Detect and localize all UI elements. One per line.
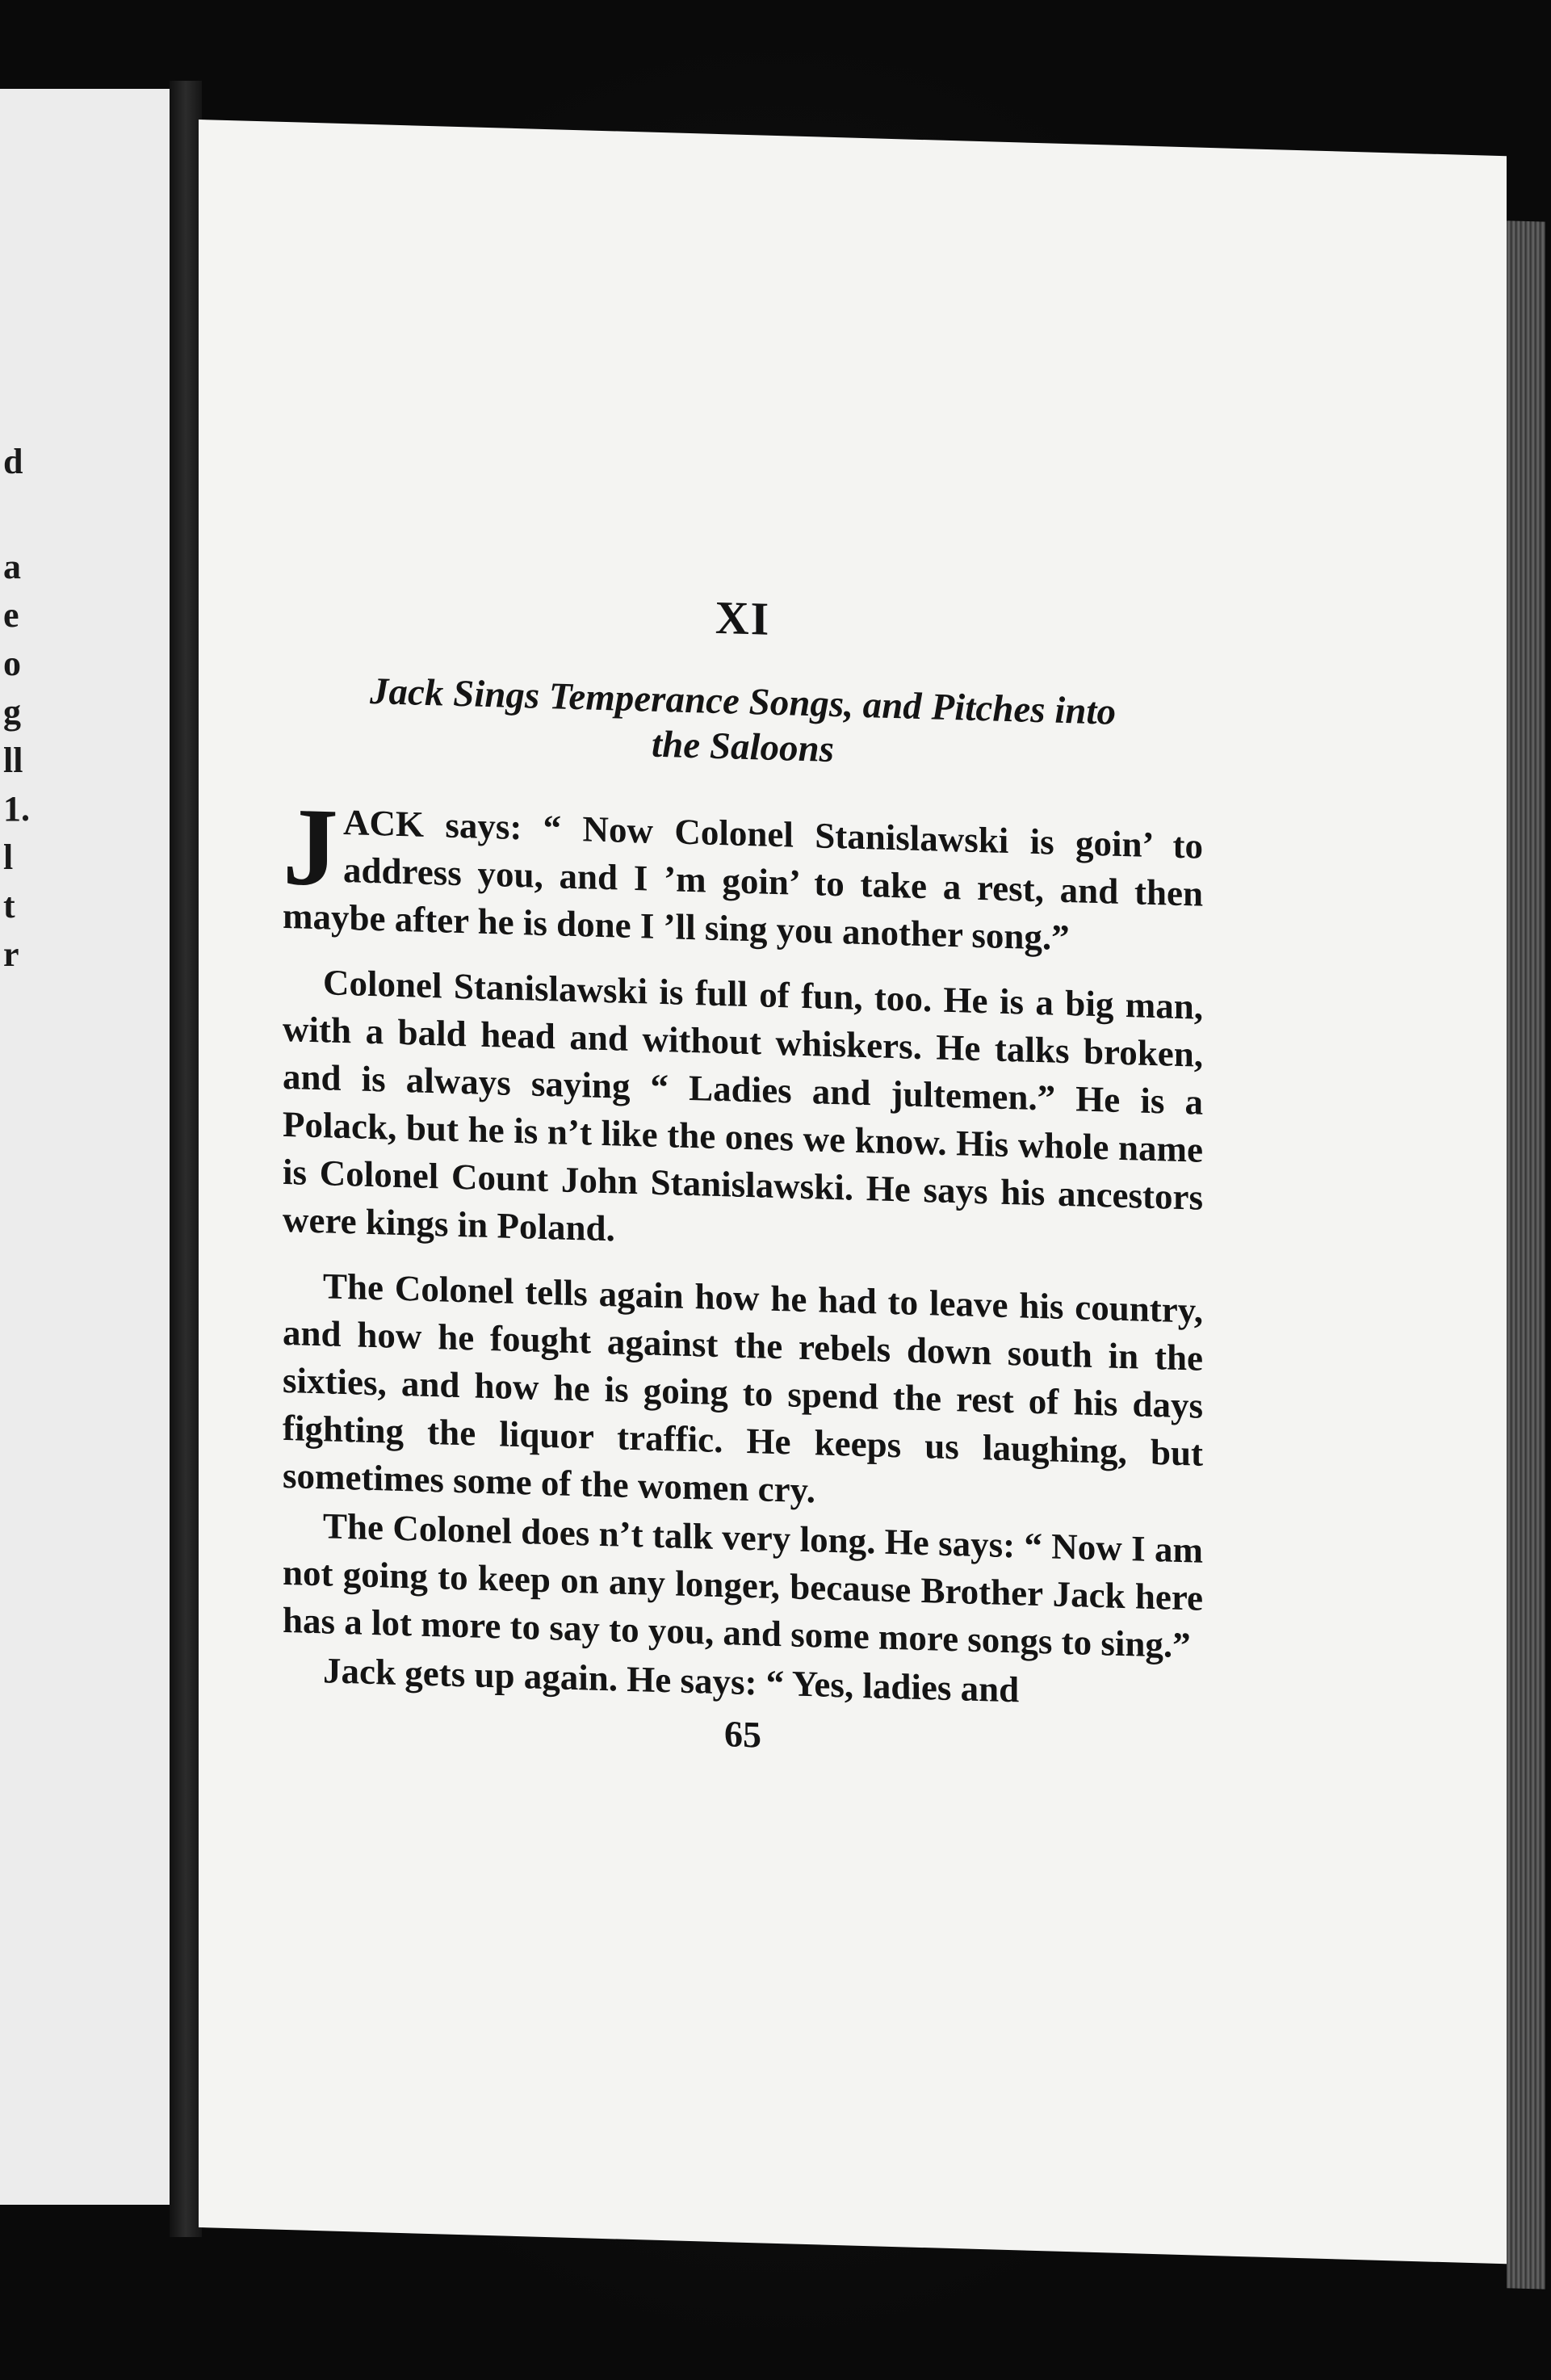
page-text (283, 578, 1203, 1769)
left-char: 1. (3, 789, 30, 829)
left-char: ll (3, 741, 23, 780)
left-char: d (3, 442, 23, 481)
left-char: o (3, 644, 21, 683)
paragraph-5: Jack gets up again. He says: “ Yes, ladies and (323, 1650, 1020, 1710)
drop-cap: J (283, 783, 338, 909)
book-page (199, 120, 1507, 2264)
chapter-title-line-2: the Saloons (652, 723, 834, 770)
left-char: a (3, 547, 21, 586)
paragraph-1 (283, 783, 1203, 966)
page-number: 65 (724, 1713, 761, 1756)
chapter-number: XI (715, 590, 771, 645)
left-char: e (3, 595, 19, 635)
paragraph-2: Colonel Stanislawski is full of fun, too. He is a big man, with a bald head and without whiskers. He talks broken, and is always saying “ Ladies and jultemen.” He is a Polack, but he is n’t like the ones we know. His whole name is Colonel Count John Stanislawski. He says his ancestors were kings in Poland. (283, 962, 1203, 1249)
chapter-title (283, 666, 1203, 783)
page-edge-stack (1507, 220, 1545, 2289)
paragraph-1-text: ACK says: “ Now Colonel Stanislawski is goin’ to address you, and I ’m goin’ to take a rest, and then maybe after he is done I ’ll sing you another song.” (283, 801, 1203, 959)
left-char: g (3, 692, 21, 732)
chapter-title-line-1: Jack Sings Temperance Songs, and Pitches into (369, 670, 1116, 733)
left-char: r (3, 934, 19, 974)
book-gutter (170, 81, 202, 2237)
paragraph-3: The Colonel tells again how he had to leave his country, and how he fought against the rebels down south in the sixties, and how he is going to spend the rest of his days fighting the liquor traffic. He keeps us laughing, but sometimes some of the women cry. (283, 1266, 1203, 1511)
previous-page-fragment (0, 89, 174, 2205)
left-char: t (3, 886, 15, 926)
left-char: l (3, 837, 14, 877)
paragraph-4: The Colonel does n’t talk very long. He says: “ Now I am not going to keep on any longer, because Brother Jack here has a lot more to say to you, and some more songs to sing.” (283, 1505, 1203, 1666)
